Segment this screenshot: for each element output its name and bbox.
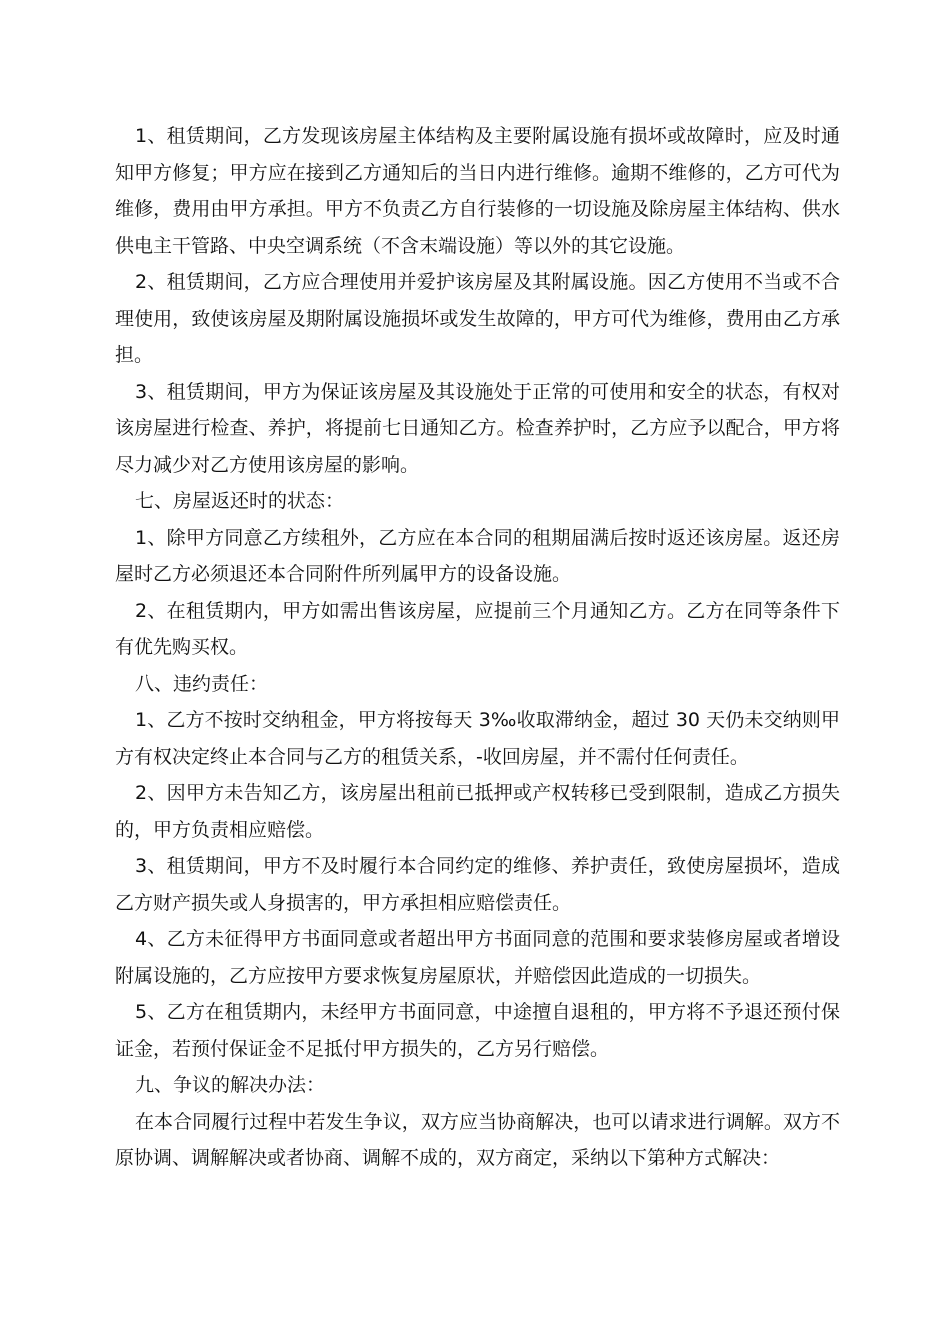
- paragraph-maintenance-3: 3、租赁期间，甲方为保证该房屋及其设施处于正常的可使用和安全的状态，有权对该房屋进行检查、养护，将提前七日通知乙方。检查养护时，乙方应予以配合，甲方将尽力减少对乙方使用该房屋的影响。: [115, 380, 840, 476]
- section-heading-liability: 八、违约责任：: [135, 672, 269, 695]
- paragraph-liability-4: 4、乙方未征得甲方书面同意或者超出甲方书面同意的范围和要求装修房屋或者增设附属设施的，乙方应按甲方要求恢复房屋原状，并赔偿因此造成的一切损失。: [115, 928, 840, 987]
- section-heading-disputes: 九、争议的解决办法：: [135, 1074, 326, 1096]
- paragraph-maintenance-2: 2、租赁期间，乙方应合理使用并爱护该房屋及其附属设施。因乙方使用不当或不合理使用，致使该房屋及期附属设施损坏或发生故障的，甲方可代为维修，费用由乙方承担。: [115, 271, 840, 366]
- section-heading-return-state: 七、房屋返还时的状态：: [135, 490, 345, 512]
- paragraph-return-2: 2、在租赁期内，甲方如需出售该房屋，应提前三个月通知乙方。乙方在同等条件下有优先购买权。: [115, 599, 840, 658]
- paragraph-maintenance-1: 1、租赁期间，乙方发现该房屋主体结构及主要附属设施有损坏或故障时，应及时通知甲方修复；甲方应在接到乙方通知后的当日内进行维修。逾期不维修的，乙方可代为维修，费用由甲方承担。甲方不负责乙方自行装修的一切设施及除房屋主体结构、供水供电主干管路、中央空调系统（不含末端设施）等以外的其它设施。: [115, 125, 840, 257]
- paragraph-disputes-1: 在本合同履行过程中若发生争议，双方应当协商解决，也可以请求进行调解。双方不原协调、调解解决或者协商、调解不成的，双方商定，采纳以下第种方式解决：: [115, 1110, 840, 1169]
- paragraph-liability-2: 2、因甲方未告知乙方，该房屋出租前已抵押或产权转移已受到限制，造成乙方损失的，甲方负责相应赔偿。: [115, 782, 840, 841]
- paragraph-liability-5: 5、乙方在租赁期内，未经甲方书面同意，中途擅自退租的，甲方将不予退还预付保证金，若预付保证金不足抵付甲方损失的，乙方另行赔偿。: [115, 1001, 840, 1060]
- paragraph-liability-3: 3、租赁期间，甲方不及时履行本合同约定的维修、养护责任，致使房屋损坏，造成乙方财产损失或人身损害的，甲方承担相应赔偿责任。: [115, 855, 840, 914]
- contract-text-body: [115, 118, 840, 1177]
- paragraph-return-1: 1、除甲方同意乙方续租外，乙方应在本合同的租期届满后按时返还该房屋。返还房屋时乙方必须退还本合同附件所列属甲方的设备设施。: [115, 526, 840, 585]
- paragraph-liability-1: 1、乙方不按时交纳租金，甲方将按每天 3‰收取滞纳金，超过 30 天仍未交纳则甲方有权决定终止本合同与乙方的租赁关系，-收回房屋，并不需付任何责任。: [115, 709, 840, 768]
